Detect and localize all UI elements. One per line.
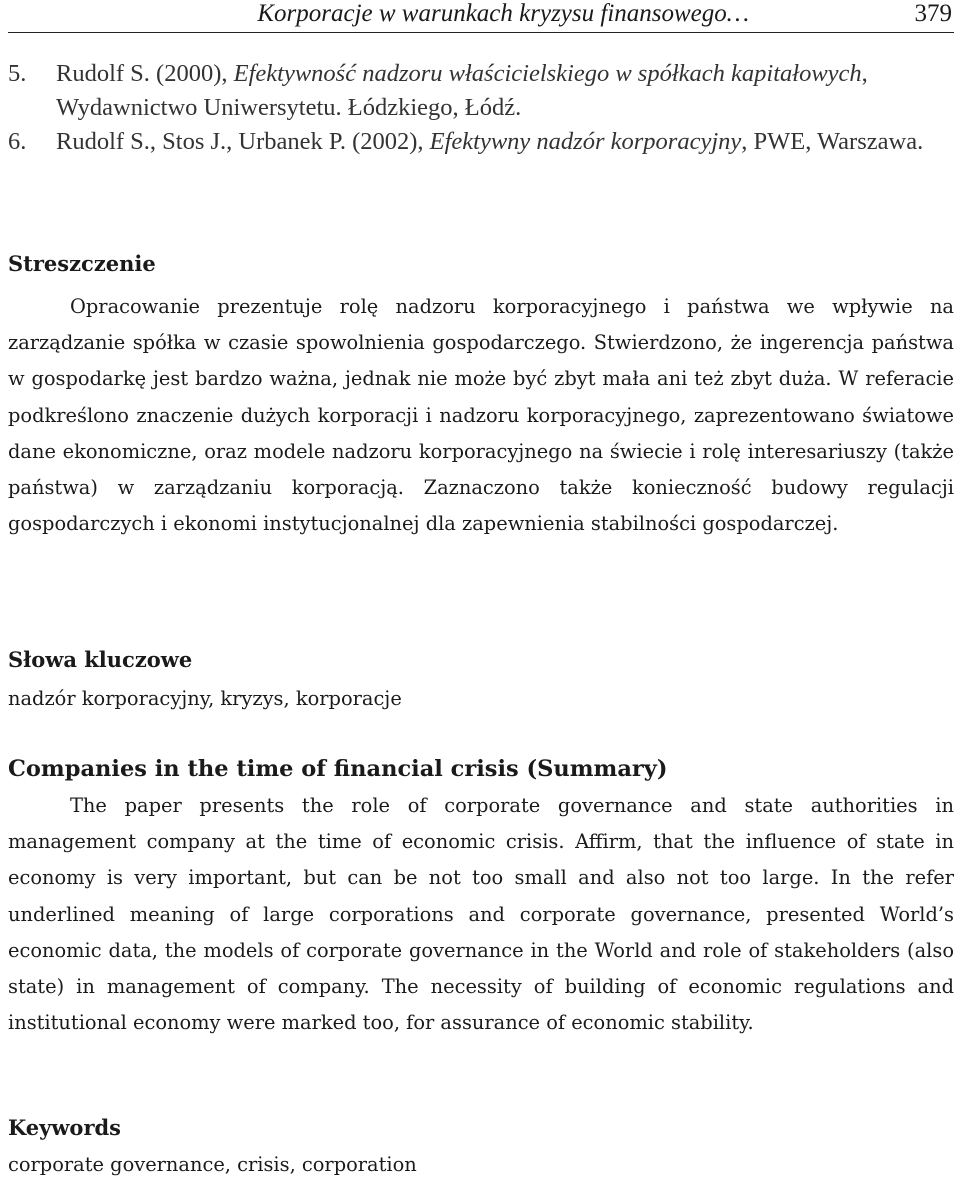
summary-heading: Companies in the time of financial crisis (Summary)	[8, 756, 668, 782]
summary-body: The paper presents the role of corporate governance and state authorities in management company at the time of economic crisis. Affirm, that the influence of state in economy is very important, but can be not too small and also not too large. In the refer underlined meaning of large corporations and corporate governance, presented World’s economic data, the models of corporate governance in the World and role of stakeholders (also state) in management of company. The necessity of building of economic regulations and institutional economy were marked too, for assurance of economic stability.	[8, 794, 954, 1035]
reference-item	[8, 125, 954, 159]
streszczenie-body: Opracowanie prezentuje rolę nadzoru korporacyjnego i państwa we wpływie na zarządzanie spółka w czasie spowolnienia gospodarczego. Stwierdzono, że ingerencja państwa w gospodarkę jest bardzo ważna, jednak nie może być zbyt mała ani też zbyt duża. W referacie podkreślono znaczenie dużych korporacji i nadzoru korporacyjnego, zaprezentowano światowe dane ekonomiczne, oraz modele nadzoru korporacyjnego na świecie i rolę interesariuszy (także państwa) w zarządzaniu korporacją. Zaznaczono także konieczność budowy regulacji gospodarczych i ekonomi instytucjonalnej dla zapewnienia stabilności gospodarczej.	[8, 295, 954, 536]
streszczenie-heading: Streszczenie	[8, 251, 156, 276]
slowa-kluczowe-text: nadzór korporacyjny, kryzys, korporacje	[8, 687, 402, 710]
keywords-section	[8, 1113, 954, 1181]
references-list	[8, 57, 954, 159]
page-number: 379	[914, 0, 952, 27]
summary-section	[8, 752, 954, 1041]
reference-publisher: , PWE, Warszawa.	[741, 128, 924, 155]
reference-item	[8, 57, 954, 125]
streszczenie-section	[8, 249, 954, 542]
reference-authors: Rudolf S., Stos J., Urbanek P. (2002),	[56, 128, 430, 155]
running-header	[8, 0, 954, 33]
keywords-heading: Keywords	[8, 1115, 122, 1140]
reference-title: Efektywny nadzór korporacyjny	[429, 128, 742, 155]
slowa-kluczowe-heading: Słowa kluczowe	[8, 647, 193, 672]
slowa-kluczowe-section	[8, 645, 954, 715]
reference-publisher: , Wydawnictwo Uniwersytetu. Łódzkiego, Łódź.	[56, 60, 868, 121]
reference-title: Efektywność nadzoru właścicielskiego w spółkach kapitałowych	[233, 60, 862, 87]
reference-number: 6.	[8, 128, 27, 155]
running-title: Korporacje w warunkach kryzysu finansowego…	[257, 0, 749, 27]
reference-number: 5.	[8, 60, 27, 87]
reference-authors: Rudolf S. (2000),	[56, 60, 234, 87]
keywords-text: corporate governance, crisis, corporation	[8, 1153, 417, 1176]
